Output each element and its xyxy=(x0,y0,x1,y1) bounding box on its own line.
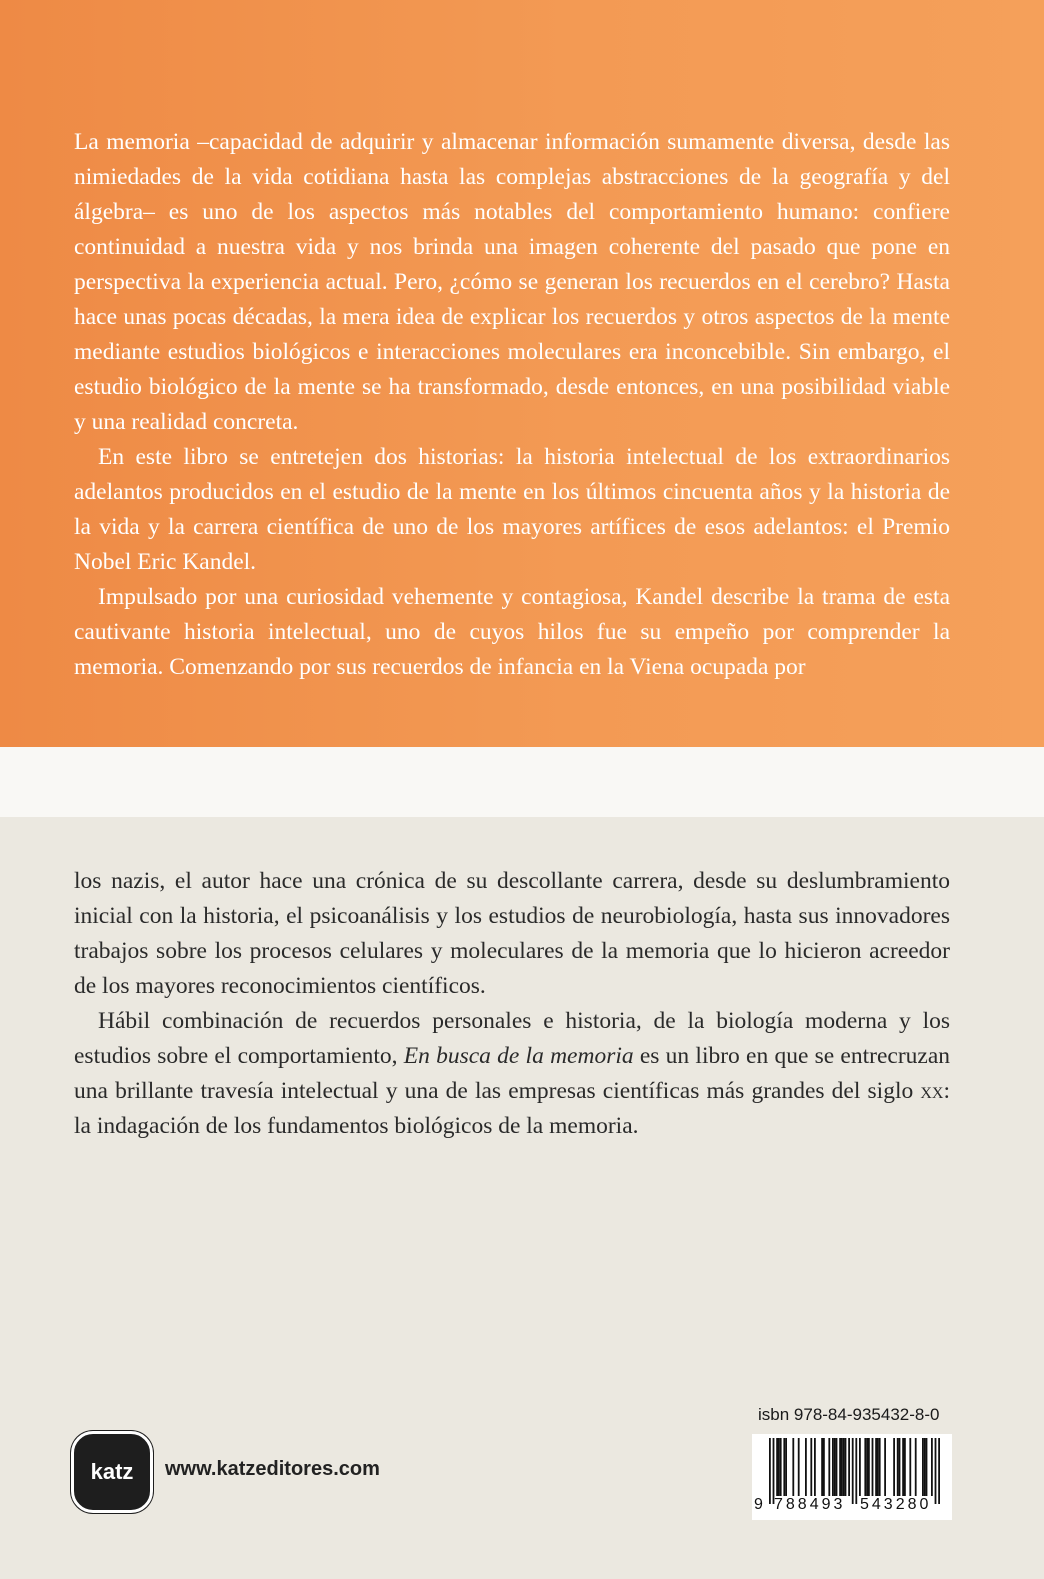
barcode-bar xyxy=(839,1438,841,1496)
barcode-bar xyxy=(893,1438,895,1496)
barcode-bar xyxy=(776,1438,778,1496)
barcode-bar xyxy=(852,1438,854,1504)
paragraph-5-text-a: Hábil combinación de recuerdos personales e historia, de la biología moderna y los estudios sobre el comportamiento, xyxy=(74,1008,950,1069)
barcode-bar xyxy=(909,1438,911,1496)
barcode-bar xyxy=(902,1438,904,1496)
logo-text: katz xyxy=(90,1459,134,1484)
barcode-bar xyxy=(926,1438,928,1496)
barcode-bar xyxy=(828,1438,830,1496)
barcode-bar xyxy=(792,1438,794,1496)
barcode-right-group: 543280 xyxy=(860,1496,932,1513)
barcode-bar xyxy=(872,1438,874,1496)
barcode-bar xyxy=(868,1438,870,1496)
barcode-bar xyxy=(814,1438,816,1496)
barcode-bar xyxy=(834,1438,836,1496)
isbn-label: isbn 978-84-935432-8-0 xyxy=(758,1405,940,1424)
description-paragraph-3: Impulsado por una curiosidad vehemente y contagiosa, Kandel describe la trama de esta cautivante historia intelectual, uno de cuyos hilos fue su empeño por comprender la memoria. Comenzando por sus recuerdos de infancia en la Viena ocupada por xyxy=(74,584,950,680)
barcode-bar xyxy=(805,1438,807,1496)
barcode-bar xyxy=(785,1438,787,1496)
barcode-bar xyxy=(924,1438,926,1496)
barcode-bar xyxy=(897,1438,899,1496)
barcode-bar xyxy=(935,1438,937,1504)
barcode-bar xyxy=(841,1438,843,1496)
barcode-bar xyxy=(904,1438,906,1496)
description-top xyxy=(74,125,950,685)
paragraph-5-text-b: es un libro en que se entrecruzan una brillante travesía intelectual y una de las empresas científicas más grandes del siglo xyxy=(74,1043,951,1104)
barcode-bar xyxy=(821,1438,823,1496)
barcode-bar xyxy=(864,1438,866,1496)
description-paragraph-4: los nazis, el autor hace una crónica de su descollante carrera, desde su deslumbramiento inicial con la historia, el psicoanálisis y los estudios de neurobiología, hasta sus innovadores trabajos sobre los procesos celulares y moleculares de la memoria que lo hicieron acreedor de los mayores reconocimientos científicos. xyxy=(74,868,950,999)
description-paragraph-2: En este libro se entretejen dos historias: la historia intelectual de los extraordinarios adelantos producidos en el estudio de la mente en los últimos cincuenta años y la historia de la vida y la carrera científica de uno de los mayores artífices de esos adelantos: el Premio Nobel Eric Kandel. xyxy=(74,444,950,575)
description-paragraph-5 xyxy=(74,1004,950,1144)
barcode-left-group: 788493 xyxy=(774,1496,846,1513)
barcode-bars xyxy=(752,1434,952,1504)
barcode-bar xyxy=(769,1438,771,1504)
barcode-bar xyxy=(884,1438,886,1496)
barcode-bar xyxy=(843,1438,845,1496)
description-paragraph-1: La memoria –capacidad de adquirir y almacenar información sumamente diversa, desde las nimiedades de la vida cotidiana hasta las complejas abstracciones de la geografía y del álgebra– es uno de los aspectos más notables del comportamiento humano: confiere continuidad a nuestra vida y nos brinda una imagen coherente del pasado que pone en perspectiva la experiencia actual. Pero, ¿cómo se generan los recuerdos en el cerebro? Hasta hace unas pocas décadas, la mera idea de explicar los recuerdos y otros aspectos de la mente mediante estudios biológicos e interacciones moleculares era inconcebible. Sin embargo, el estudio biológico de la mente se ha transformado, desde entonces, en una posibilidad viable y una realidad concreta. xyxy=(74,129,950,435)
barcode-bar xyxy=(848,1438,850,1496)
barcode-bar xyxy=(859,1438,861,1496)
barcode-bar xyxy=(778,1438,780,1496)
century-numeral: xx xyxy=(920,1078,944,1104)
barcode-bar xyxy=(931,1438,933,1496)
book-title: En busca de la memoria xyxy=(403,1043,634,1069)
barcode-bar xyxy=(877,1438,879,1496)
barcode-first-digit: 9 xyxy=(754,1496,763,1513)
publisher-website: www.katzeditores.com xyxy=(165,1458,380,1480)
isbn-barcode xyxy=(752,1434,952,1520)
barcode-bar xyxy=(836,1438,838,1496)
barcode-bar xyxy=(780,1438,782,1496)
paragraph-5-text-c: : la indagación de los fundamentos biológicos de la memoria. xyxy=(74,1078,950,1139)
description-bottom xyxy=(74,864,950,1144)
barcode-bar xyxy=(899,1438,901,1496)
barcode-bar xyxy=(922,1438,924,1496)
barcode-bar xyxy=(798,1438,800,1496)
barcode-bar xyxy=(855,1438,857,1504)
barcode-bar xyxy=(810,1438,812,1496)
barcode-bar xyxy=(866,1438,868,1496)
barcode-bar xyxy=(823,1438,825,1496)
barcode-bar xyxy=(832,1438,834,1496)
barcode-bar xyxy=(845,1438,847,1496)
white-divider-band xyxy=(0,747,1044,817)
barcode-bar xyxy=(915,1438,917,1496)
barcode-bar xyxy=(875,1438,877,1496)
barcode-bar xyxy=(938,1438,940,1504)
barcode-bar xyxy=(783,1438,785,1496)
katz-logo xyxy=(71,1431,153,1513)
barcode-bar xyxy=(879,1438,881,1496)
barcode-bar xyxy=(773,1438,775,1504)
